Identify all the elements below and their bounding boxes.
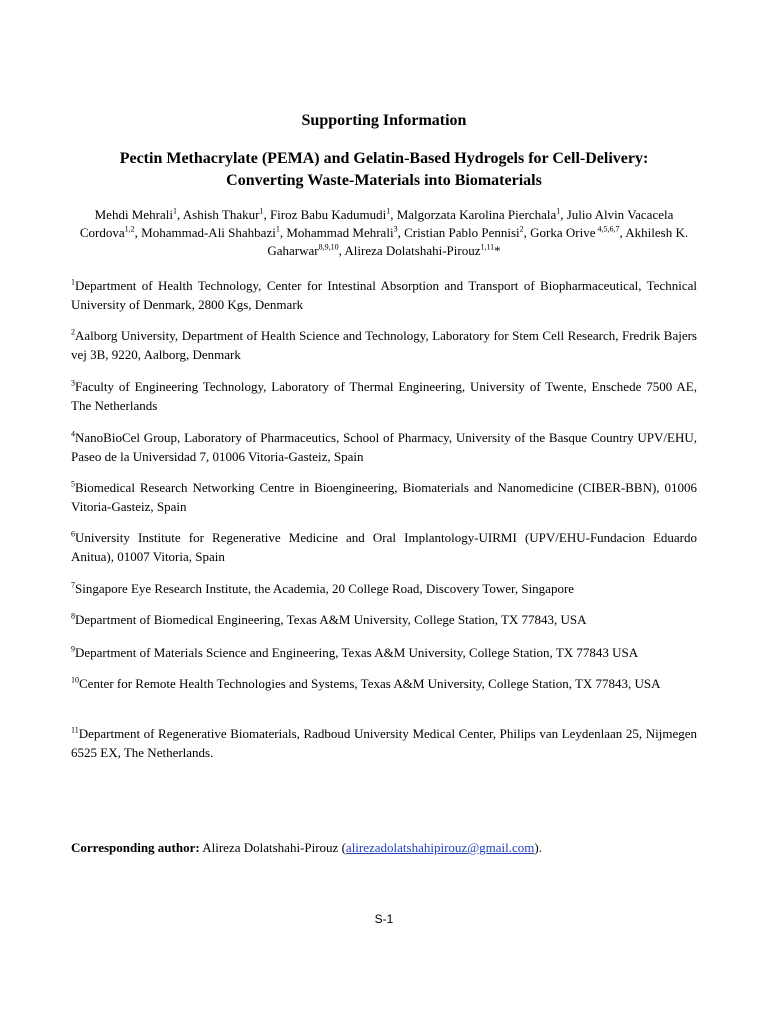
affiliation-number: 11	[71, 725, 79, 735]
affiliation-number: 10	[71, 675, 79, 685]
author	[141, 225, 286, 240]
affiliation-number: 3	[71, 378, 75, 388]
affiliation-9	[71, 643, 697, 662]
author-affiliation-marker: 8,9,10	[318, 242, 339, 252]
author-affiliation-marker: 1,11	[480, 242, 495, 252]
author-affiliation-marker: 1	[386, 206, 391, 216]
author-name: Julio Alvin Vacacela Cordova	[79, 207, 674, 240]
author-name: Mohammad-Ali Shahbazi	[141, 225, 276, 240]
affiliation-number: 4	[71, 429, 75, 439]
author-separator: ,	[390, 207, 397, 222]
author-affiliation-marker: 1	[275, 224, 280, 234]
affiliation-text: Department of Health Technology, Center for Intestinal Absorption and Transport of Biopharmaceutical, Technical University of Denmark, 2800 Kgs, Denmark	[71, 278, 697, 312]
affiliation-1	[71, 276, 697, 314]
affiliation-7	[71, 579, 697, 598]
affiliation-text: Department of Biomedical Engineering, Texas A&M University, College Station, TX 77843, USA	[75, 612, 587, 627]
author-name: Firoz Babu Kadumudi	[269, 207, 387, 222]
affiliation-number: 2	[71, 327, 75, 337]
author-name: Ashish Thakur	[182, 207, 260, 222]
author-name: Malgorzata Karolina Pierchala	[396, 207, 557, 222]
affiliation-8	[71, 610, 697, 629]
affiliation-3	[71, 377, 697, 415]
author-list	[70, 206, 698, 260]
corresponding-author	[71, 838, 697, 857]
author-separator: ,	[397, 225, 405, 240]
corresponding-author-label: Corresponding author:	[71, 840, 200, 855]
author	[344, 243, 500, 258]
author	[270, 207, 397, 222]
author-separator: ,	[134, 225, 142, 240]
affiliation-text: Faculty of Engineering Technology, Laboratory of Thermal Engineering, University of Twente, Enschede 7500 AE, The Netherlands	[71, 379, 697, 413]
affiliation-text: NanoBioCel Group, Laboratory of Pharmaceutics, School of Pharmacy, University of the Basque Country UPV/EHU, Paseo de la Universidad 7, 01006 Vitoria-Gasteiz, Spain	[71, 430, 697, 464]
paper-title-line-2: Converting Waste-Materials into Biomaterials	[226, 172, 542, 189]
author	[286, 225, 404, 240]
author	[530, 225, 625, 240]
affiliation-2	[71, 326, 697, 364]
author-name: Gorka Orive	[530, 225, 596, 240]
author-separator: ,	[263, 207, 270, 222]
affiliation-text: Aalborg University, Department of Health Science and Technology, Laboratory for Stem Cell Research, Fredrik Bajers vej 3B, 9220, Aalborg, Denmark	[71, 328, 697, 362]
affiliation-number: 5	[71, 479, 75, 489]
affiliation-text: Department of Regenerative Biomaterials, Radboud University Medical Center, Philips van Leydenlaan 25, Nijmegen 6525 EX, The Netherlands.	[71, 726, 697, 760]
author-separator: ,	[279, 225, 287, 240]
affiliation-number: 1	[71, 277, 75, 287]
page-number: S-1	[374, 912, 394, 926]
author-affiliation-marker: 4,5,6,7	[595, 224, 620, 234]
author-separator: ,	[338, 243, 345, 258]
author-affiliation-marker: 1	[172, 206, 177, 216]
corresponding-author-email-link[interactable]: alirezadolatshahipirouz@gmail.com	[345, 840, 535, 855]
author-affiliation-marker: 1	[259, 206, 264, 216]
author-separator: ,	[560, 207, 567, 222]
author	[397, 207, 567, 222]
author-separator: ,	[523, 225, 531, 240]
author-affiliation-marker: 3	[393, 224, 398, 234]
affiliation-text: Department of Materials Science and Engineering, Texas A&M University, College Station, TX 77843 USA	[75, 645, 639, 660]
affiliation-4	[71, 428, 697, 466]
affiliation-text: Center for Remote Health Technologies and Systems, Texas A&M University, College Station, TX 77843, USA	[79, 676, 661, 691]
affiliation-number: 9	[71, 644, 75, 654]
affiliation-number: 8	[71, 611, 75, 621]
author-affiliation-marker: 1,2	[124, 224, 135, 234]
affiliation-11	[71, 724, 697, 762]
author-separator: ,	[619, 225, 626, 240]
author	[404, 225, 530, 240]
author-separator: ,	[176, 207, 183, 222]
paper-title-line-1: Pectin Methacrylate (PEMA) and Gelatin-Based Hydrogels for Cell-Delivery:	[119, 150, 649, 167]
author-name: Cristian Pablo Pennisi	[404, 225, 520, 240]
author	[95, 207, 183, 222]
author	[183, 207, 270, 222]
corresponding-author-suffix: ).	[534, 840, 543, 855]
author-name: Akhilesh K. Gaharwar	[267, 225, 689, 258]
author-affiliation-marker: 2	[519, 224, 524, 234]
supporting-information-heading: Supporting Information	[301, 112, 467, 129]
affiliation-6	[71, 528, 697, 566]
affiliation-text: Biomedical Research Networking Centre in Bioengineering, Biomaterials and Nanomedicine (CIBER-BBN), 01006 Vitoria-Gasteiz, Spain	[71, 480, 697, 514]
affiliation-10	[71, 674, 697, 693]
affiliation-number: 6	[71, 529, 75, 539]
affiliation-text: Singapore Eye Research Institute, the Academia, 20 College Road, Discovery Tower, Singapore	[75, 581, 575, 596]
affiliation-text: University Institute for Regenerative Medicine and Oral Implantology-UIRMI (UPV/EHU-Fundacion Eduardo Anitua), 01007 Vitoria, Spain	[71, 530, 697, 564]
affiliation-number: 7	[71, 580, 75, 590]
paper-title	[0, 148, 768, 192]
author-name: Mehdi Mehrali	[94, 207, 173, 222]
corresponding-author-name: Alireza Dolatshahi-Pirouz (	[199, 840, 346, 855]
author-name: Mohammad Mehrali	[286, 225, 394, 240]
author-separator: *	[494, 243, 501, 258]
author-affiliation-marker: 1	[556, 206, 561, 216]
author-name: Alireza Dolatshahi-Pirouz	[344, 243, 481, 258]
affiliation-5	[71, 478, 697, 516]
